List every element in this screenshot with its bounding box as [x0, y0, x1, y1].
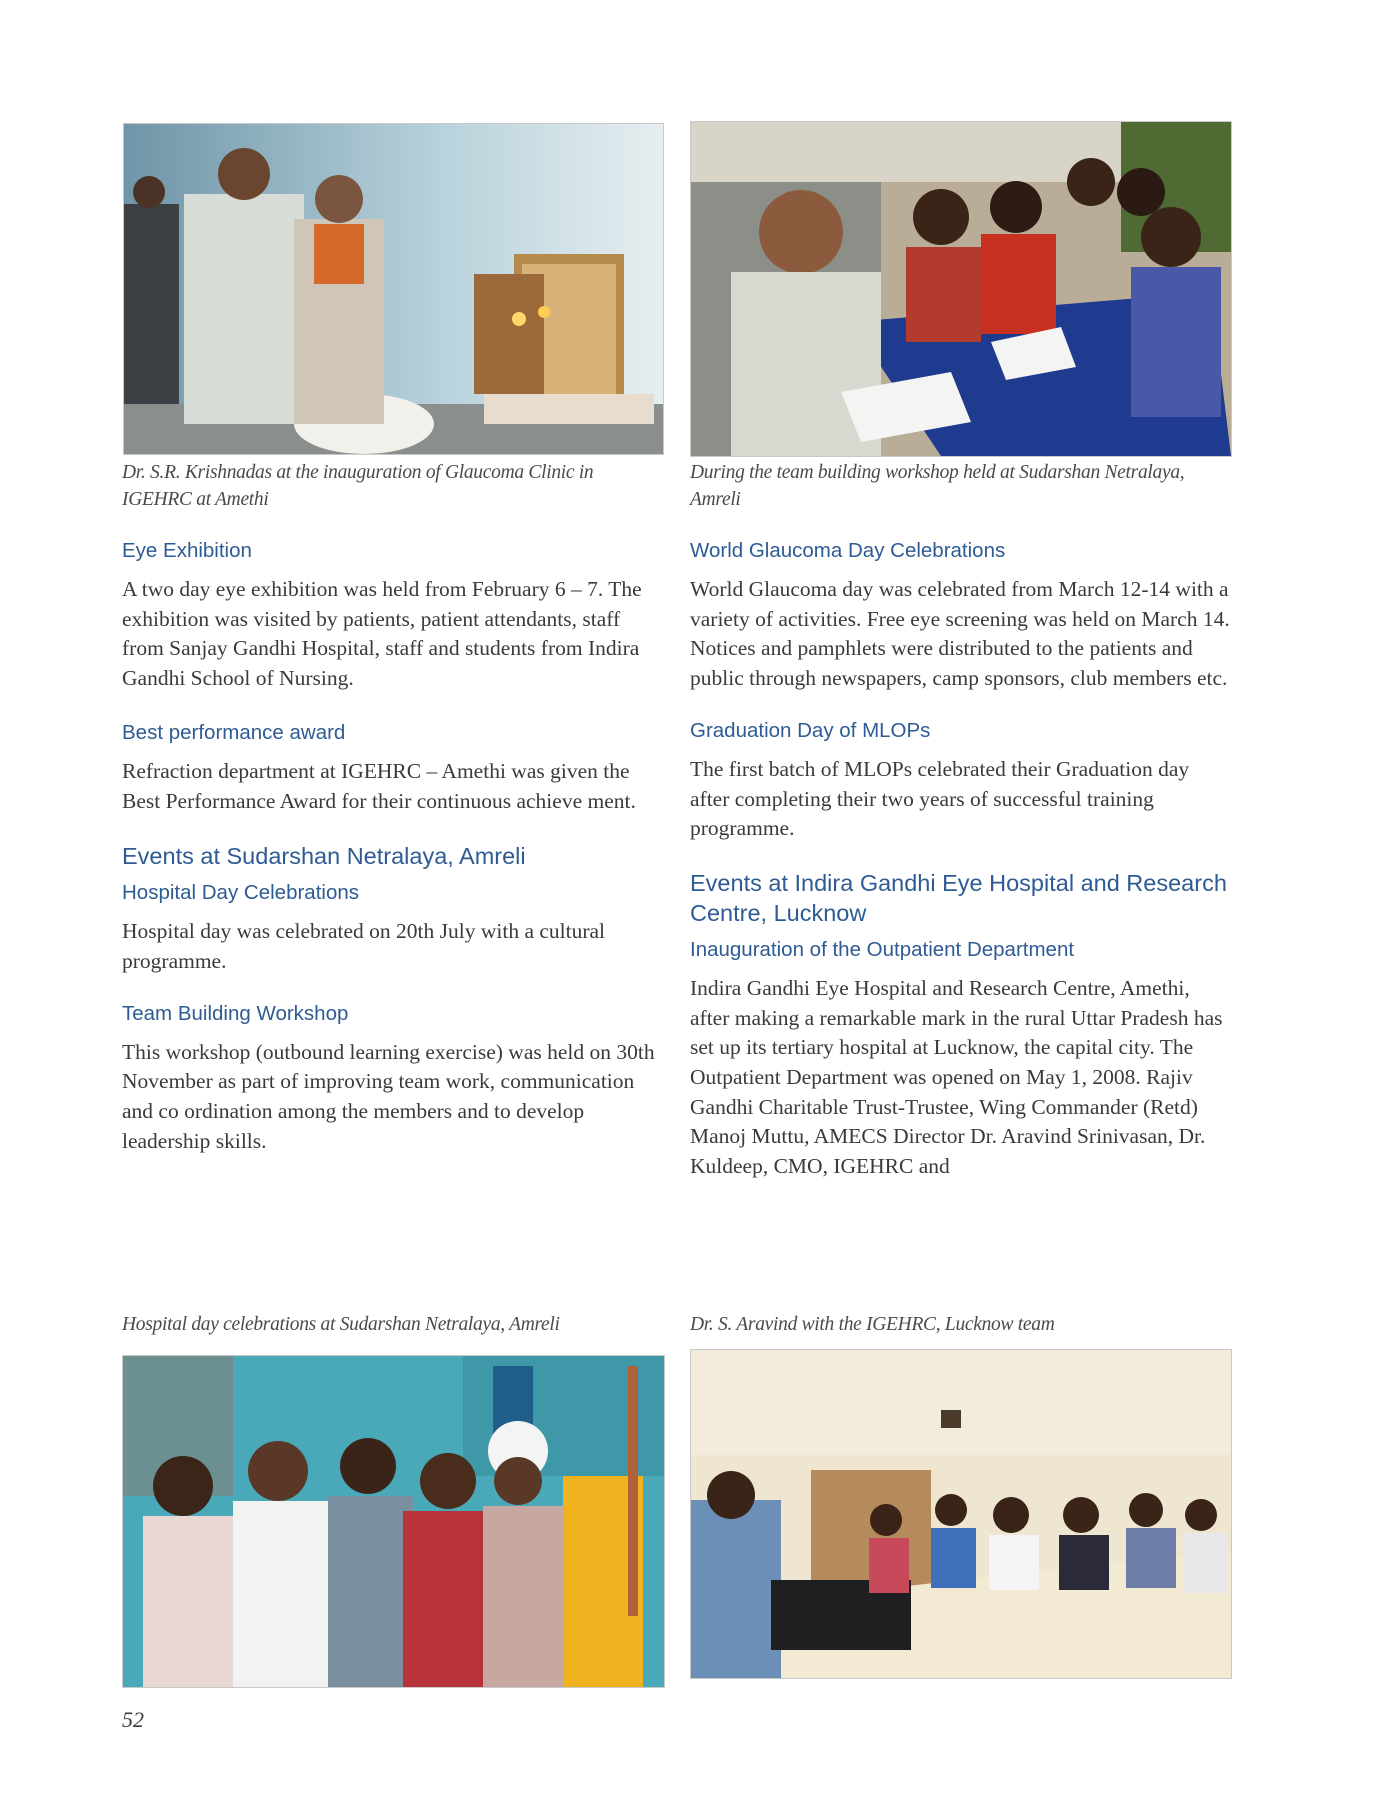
- heading-amreli-events: Events at Sudarshan Netralaya, Amreli: [122, 843, 526, 870]
- heading-lucknow-events: Events at Indira Gandhi Eye Hospital and Research Centre, Lucknow: [690, 869, 1227, 926]
- caption-bottom-right: Dr. S. Aravind with the IGEHRC, Lucknow team: [690, 1314, 1055, 1335]
- photo-workshop-illustration: [691, 122, 1231, 456]
- para-team-building: This workshop (outbound learning exercise) was held on 30th November as part of improving team work, communication and co ordination among the members and to develop leadership skills.: [122, 1039, 655, 1153]
- para-outpatient-inauguration: Indira Gandhi Eye Hospital and Research Centre, Amethi, after making a remarkable mark in the rural Uttar Pradesh has set up its tertiary hospital at Lucknow, the capital city. The Outpatient Department was opened on May 1, 2008. Rajiv Gandhi Charitable Trust-Trustee, Wing Commander (Retd) Manoj Muttu, AMECS Director Dr. Aravind Srinivasan, Dr. Kuldeep, CMO, IGEHRC and: [690, 975, 1223, 1179]
- para-best-performance: Refraction department at IGEHRC – Amethi was given the Best Performance Award for their continuous achieve ment.: [122, 758, 636, 813]
- caption-top-left: Dr. S.R. Krishnadas at the inauguration of Glaucoma Clinic in IGEHRC at Amethi: [122, 462, 594, 510]
- right-text-column: [690, 538, 1230, 1207]
- left-text-column: [122, 538, 662, 1181]
- heading-eye-exhibition: Eye Exhibition: [122, 539, 252, 562]
- photo-team-building-workshop: [690, 121, 1232, 457]
- photo-lucknow-illustration: [691, 1350, 1231, 1678]
- photo-lucknow-team: [690, 1349, 1232, 1679]
- photo-inauguration-glaucoma-clinic: [123, 123, 664, 455]
- heading-world-glaucoma: World Glaucoma Day Celebrations: [690, 539, 1006, 562]
- para-eye-exhibition: A two day eye exhibition was held from February 6 – 7. The exhibition was visited by patients, patient attendants, staff from Sanjay Gandhi Hospital, staff and students from Indira Gandhi School of Nursing.: [122, 577, 642, 691]
- heading-best-performance: Best performance award: [122, 720, 346, 744]
- para-world-glaucoma: World Glaucoma day was celebrated from March 12-14 with a variety of activities. Free eye screening was held on March 14. Notices and pamphlets were distributed to the patients and public through newspapers, camp sponsors, club members etc.: [690, 577, 1230, 691]
- heading-team-building: Team Building Workshop: [122, 1001, 349, 1025]
- heading-graduation-day: Graduation Day of MLOPs: [690, 718, 931, 742]
- caption-bottom-left: Hospital day celebrations at Sudarshan Netralaya, Amreli: [122, 1314, 560, 1335]
- para-hospital-day: Hospital day was celebrated on 20th July with a cultural programme.: [122, 919, 606, 973]
- page-number: 52: [122, 1707, 144, 1732]
- photo-inauguration-illustration: [124, 124, 663, 454]
- para-graduation-day: The first batch of MLOPs celebrated their Graduation day after completing their two years of successful training programme.: [690, 756, 1190, 841]
- photo-hospital-day-celebrations: [122, 1355, 665, 1688]
- heading-outpatient-inauguration: Inauguration of the Outpatient Department: [690, 937, 1075, 961]
- photo-celebrations-illustration: [123, 1356, 664, 1687]
- heading-hospital-day: Hospital Day Celebrations: [122, 881, 360, 905]
- caption-top-right: During the team building workshop held at Sudarshan Netralaya, Amreli: [690, 462, 1185, 510]
